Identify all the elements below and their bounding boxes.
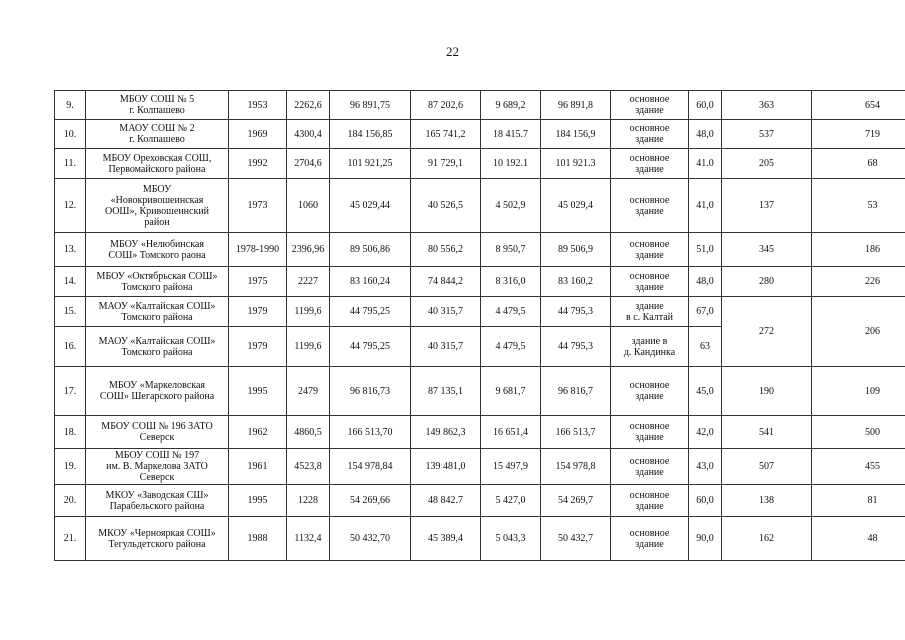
building-type: основное здание [611,179,689,233]
federal-funds: 48 842.7 [411,485,481,517]
total-cost: 96 891,75 [330,91,411,120]
estimate: 101 921.3 [541,149,611,179]
area: 1199,6 [287,297,330,327]
table-body [55,91,905,561]
capacity: 206 [812,297,905,367]
year-built: 1969 [229,120,287,149]
federal-funds: 139 481,0 [411,449,481,485]
table-row [55,416,905,449]
building-type: основное здание [611,517,689,561]
capacity: 81 [812,485,905,517]
estimate: 96 891,8 [541,91,611,120]
schools-table [54,90,905,561]
federal-funds: 91 729,1 [411,149,481,179]
table-row [55,267,905,297]
area: 4523,8 [287,449,330,485]
estimate: 89 506,9 [541,233,611,267]
total-cost: 96 816,73 [330,367,411,416]
students-count: 537 [722,120,812,149]
area: 1199,6 [287,327,330,367]
estimate: 83 160,2 [541,267,611,297]
total-cost: 44 795,25 [330,297,411,327]
regional-funds: 4 479,5 [481,297,541,327]
table-row [55,297,905,327]
capacity: 455 [812,449,905,485]
estimate: 44 795,3 [541,297,611,327]
capacity: 186 [812,233,905,267]
school-name: МБОУ «Маркеловская СОШ» Шегарского района [86,367,229,416]
building-type: здание в д. Кандинка [611,327,689,367]
wear-percent: 45,0 [689,367,722,416]
row-number: 19. [55,449,86,485]
total-cost: 54 269,66 [330,485,411,517]
year-built: 1988 [229,517,287,561]
regional-funds: 4 479,5 [481,327,541,367]
capacity: 109 [812,367,905,416]
total-cost: 83 160,24 [330,267,411,297]
area: 2479 [287,367,330,416]
wear-percent: 41.0 [689,149,722,179]
regional-funds: 9 681,7 [481,367,541,416]
school-name: МАОУ «Калтайская СОШ» Томского района [86,297,229,327]
students-count: 507 [722,449,812,485]
total-cost: 44 795,25 [330,327,411,367]
building-type: основное здание [611,233,689,267]
total-cost: 50 432,70 [330,517,411,561]
wear-percent: 63 [689,327,722,367]
capacity: 719 [812,120,905,149]
school-name: МАОУ СОШ № 2 г. Колпашево [86,120,229,149]
building-type: основное здание [611,485,689,517]
school-name: МБОУ «Нелюбинская СОШ» Томского раона [86,233,229,267]
federal-funds: 40 526,5 [411,179,481,233]
row-number: 10. [55,120,86,149]
wear-percent: 42,0 [689,416,722,449]
area: 2227 [287,267,330,297]
building-type: основное здание [611,91,689,120]
estimate: 45 029,4 [541,179,611,233]
regional-funds: 5 043,3 [481,517,541,561]
total-cost: 184 156,85 [330,120,411,149]
students-count: 541 [722,416,812,449]
area: 1228 [287,485,330,517]
building-type: основное здание [611,267,689,297]
row-number: 9. [55,91,86,120]
school-name: МБОУ «Новокривошеинская ООШ», Кривошеинский район [86,179,229,233]
table-row [55,517,905,561]
students-count: 190 [722,367,812,416]
federal-funds: 87 135,1 [411,367,481,416]
total-cost: 45 029,44 [330,179,411,233]
building-type: основное здание [611,449,689,485]
building-type: основное здание [611,416,689,449]
estimate: 54 269,7 [541,485,611,517]
wear-percent: 48,0 [689,120,722,149]
table-row [55,233,905,267]
row-number: 17. [55,367,86,416]
federal-funds: 149 862,3 [411,416,481,449]
capacity: 654 [812,91,905,120]
school-name: МБОУ СОШ № 196 ЗАТО Северск [86,416,229,449]
table-row [55,449,905,485]
regional-funds: 18 415.7 [481,120,541,149]
row-number: 12. [55,179,86,233]
area: 2704,6 [287,149,330,179]
estimate: 184 156,9 [541,120,611,149]
year-built: 1973 [229,179,287,233]
regional-funds: 5 427,0 [481,485,541,517]
row-number: 20. [55,485,86,517]
students-count: 162 [722,517,812,561]
federal-funds: 80 556,2 [411,233,481,267]
table-row [55,179,905,233]
table-row [55,91,905,120]
students-count: 363 [722,91,812,120]
regional-funds: 8 950,7 [481,233,541,267]
students-count: 138 [722,485,812,517]
row-number: 15. [55,297,86,327]
building-type: здание в с. Калтай [611,297,689,327]
federal-funds: 165 741,2 [411,120,481,149]
row-number: 16. [55,327,86,367]
total-cost: 166 513,70 [330,416,411,449]
building-type: основное здание [611,149,689,179]
building-type: основное здание [611,367,689,416]
students-count: 205 [722,149,812,179]
total-cost: 101 921,25 [330,149,411,179]
wear-percent: 51,0 [689,233,722,267]
row-number: 21. [55,517,86,561]
capacity: 68 [812,149,905,179]
regional-funds: 8 316,0 [481,267,541,297]
row-number: 11. [55,149,86,179]
federal-funds: 40 315,7 [411,327,481,367]
federal-funds: 45 389,4 [411,517,481,561]
capacity: 500 [812,416,905,449]
students-count: 272 [722,297,812,367]
year-built: 1992 [229,149,287,179]
capacity: 48 [812,517,905,561]
students-count: 137 [722,179,812,233]
school-name: МБОУ Ореховская СОШ, Первомайского района [86,149,229,179]
federal-funds: 87 202,6 [411,91,481,120]
year-built: 1961 [229,449,287,485]
estimate: 166 513,7 [541,416,611,449]
federal-funds: 40 315,7 [411,297,481,327]
wear-percent: 41,0 [689,179,722,233]
students-count: 280 [722,267,812,297]
row-number: 13. [55,233,86,267]
school-name: МБОУ «Октябрьская СОШ» Томского района [86,267,229,297]
year-built: 1979 [229,297,287,327]
estimate: 50 432,7 [541,517,611,561]
regional-funds: 16 651,4 [481,416,541,449]
regional-funds: 10 192.1 [481,149,541,179]
federal-funds: 74 844,2 [411,267,481,297]
estimate: 44 795,3 [541,327,611,367]
area: 2396,96 [287,233,330,267]
year-built: 1975 [229,267,287,297]
total-cost: 154 978,84 [330,449,411,485]
year-built: 1953 [229,91,287,120]
capacity: 226 [812,267,905,297]
year-built: 1979 [229,327,287,367]
wear-percent: 67,0 [689,297,722,327]
year-built: 1995 [229,367,287,416]
table-row [55,485,905,517]
wear-percent: 60,0 [689,91,722,120]
wear-percent: 48,0 [689,267,722,297]
school-name: МБОУ СОШ № 197 им. В. Маркелова ЗАТО Северск [86,449,229,485]
regional-funds: 9 689,2 [481,91,541,120]
year-built: 1995 [229,485,287,517]
area: 1132,4 [287,517,330,561]
area: 2262,6 [287,91,330,120]
year-built: 1978-1990 [229,233,287,267]
area: 4300,4 [287,120,330,149]
wear-percent: 60,0 [689,485,722,517]
table-row [55,149,905,179]
wear-percent: 43,0 [689,449,722,485]
total-cost: 89 506,86 [330,233,411,267]
school-name: МКОУ «Заводская СШ» Парабельского района [86,485,229,517]
table-row [55,120,905,149]
wear-percent: 90,0 [689,517,722,561]
estimate: 154 978,8 [541,449,611,485]
area: 4860,5 [287,416,330,449]
school-name: МКОУ «Чернояркая СОШ» Тегульдетского района [86,517,229,561]
estimate: 96 816,7 [541,367,611,416]
students-count: 345 [722,233,812,267]
regional-funds: 15 497,9 [481,449,541,485]
area: 1060 [287,179,330,233]
school-name: МБОУ СОШ № 5 г. Колпашево [86,91,229,120]
school-name: МАОУ «Калтайская СОШ» Томского района [86,327,229,367]
capacity: 53 [812,179,905,233]
year-built: 1962 [229,416,287,449]
building-type: основное здание [611,120,689,149]
row-number: 18. [55,416,86,449]
page-number: 22 [446,44,459,59]
regional-funds: 4 502,9 [481,179,541,233]
table-row [55,367,905,416]
row-number: 14. [55,267,86,297]
